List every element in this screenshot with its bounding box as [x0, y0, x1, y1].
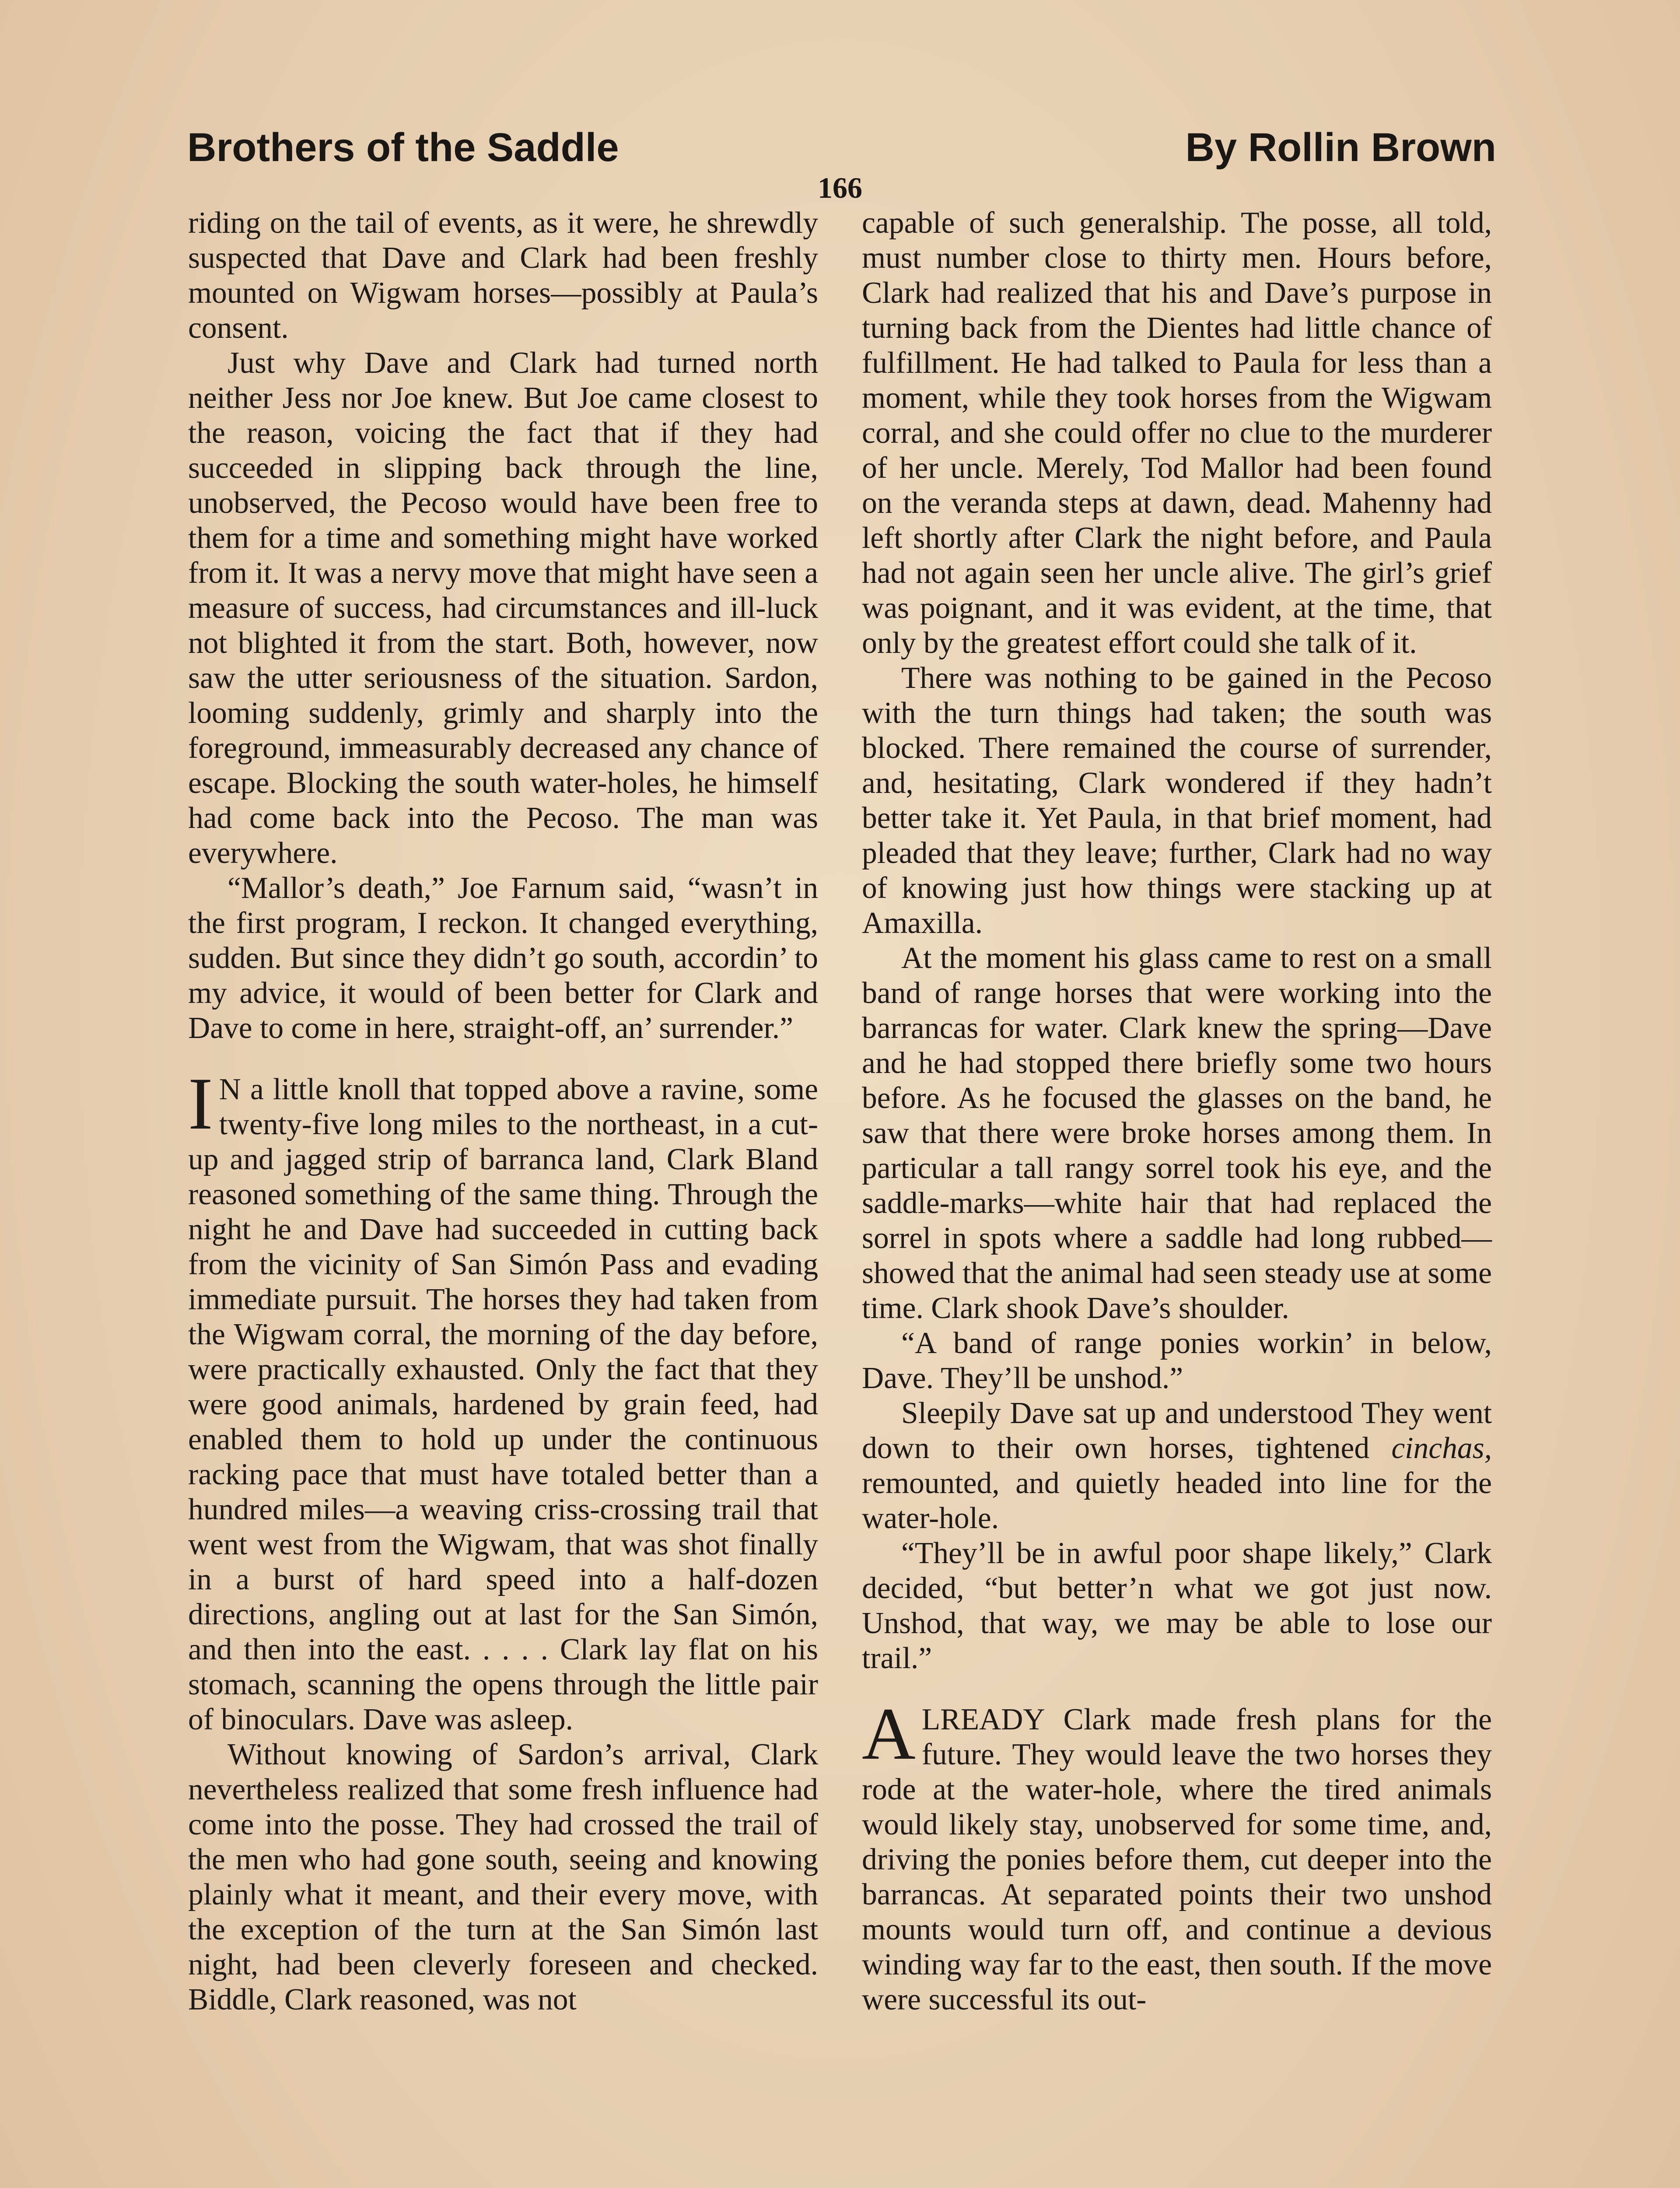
paragraph: [862, 1396, 1492, 1536]
section-paragraph: [188, 1062, 818, 1737]
paragraph: “Mallor’s death,” Joe Farnum said, “wasn’t in the first program, I reckon. It changed everything, sudden. But since they didn’t go south, accordin’ to my advice, it would of been better for Clark and Dave to come in here, straight-off, an’ surrender.”: [188, 871, 818, 1045]
italic-word: cinchas,: [1391, 1431, 1492, 1465]
paragraph-text: Sleepily Dave sat up and understood They went down to their own horses, tightened: [862, 1396, 1492, 1465]
paragraph: “A band of range ponies workin’ in below, Dave. They’ll be unshod.”: [862, 1326, 1492, 1395]
paragraph: Without knowing of Sardon’s arrival, Clark nevertheless realized that some fresh influence had come into the posse. They had crossed the trail of the men who had gone south, seeing and knowing plainly what it meant, and their every move, with the exception of the turn at the San Simón last night, had been cleverly foreseen and checked. Biddle, Clark reasoned, was not: [188, 1738, 818, 2016]
paragraph-text: remounted, and quietly headed into line for the water-hole.: [862, 1466, 1492, 1535]
paragraph-text: N a little knoll that topped above a ravine, some twenty-five long miles to the northeast, in a cut-up and jagged strip of barranca land, Clark Bland reasoned something of the same thing. Through the night he and Dave had succeeded in cutting back from the vicinity of San Simón Pass and evading immediate pursuit. The horses they had taken from the Wigwam corral, the morning of the day before, were practically exhausted. Only the fact that they were good animals, hardened by grain feed, had enabled them to hold up under the continuous racking pace that must have totaled better than a hundred miles—a weaving criss-crossing trail that went west from the Wigwam, that was shot finally in a burst of hard speed into a half-dozen directions, angling out at last for the San Simón, and then into the east. . . . . Clark lay flat on his stomach, scanning the opens through the little pair of binoculars. Dave was asleep.: [188, 1073, 818, 1736]
section-paragraph: [862, 1693, 1492, 2017]
paragraph: At the moment his glass came to rest on a small band of range horses that were working into the barrancas for water. Clark knew the spring—Dave and he had stopped there briefly some two hours before. As he focused the glasses on the band, he saw that there were broke horses among them. In particular a tall rangy sorrel took his eye, and the saddle-marks—white hair that had replaced the sorrel in spots where a saddle had long rubbed—showed that the animal had seen steady use at some time. Clark shook Dave’s shoulder.: [862, 941, 1492, 1325]
page-number: 166: [818, 171, 862, 204]
drop-cap: A: [862, 1693, 916, 1775]
running-title: Brothers of the Saddle: [187, 125, 619, 170]
paragraph: There was nothing to be gained in the Pecoso with the turn things had taken; the south was blocked. There remained the course of surrender, and, hesitating, Clark wondered if they hadn’t better take it. Yet Paula, in that brief moment, had pleaded that they leave; further, Clark had no way of knowing just how things were stacking up at Amaxilla.: [862, 661, 1492, 940]
running-author: By Rollin Brown: [1185, 125, 1496, 170]
paragraph: Just why Dave and Clark had turned north neither Jess nor Joe knew. But Joe came closest to the reason, voicing the fact that if they had succeeded in slipping back through the line, unobserved, the Pecoso would have been free to them for a time and something might have worked from it. It was a nervy move that might have seen a measure of success, had circumstances and ill-luck not blighted it from the start. Both, however, now saw the utter seriousness of the situation. Sardon, looming suddenly, grimly and sharply into the foreground, immeasurably decreased any chance of escape. Blocking the south water-holes, he himself had come back into the Pecoso. The man was everywhere.: [188, 346, 818, 870]
right-column: [862, 206, 1492, 2017]
left-column: [188, 206, 818, 2017]
paragraph-text: LREADY Clark made fresh plans for the future. They would leave the two horses they rode at the water-hole, where the tired animals would likely stay, unobserved for some time, and, driving the ponies before them, cut deeper into the barrancas. At separated points their two unshod mounts would turn off, and continue a devious winding way far to the east, then south. If the move were successful its out-: [862, 1703, 1492, 2016]
paragraph: capable of such generalship. The posse, all told, must number close to thirty men. Hours before, Clark had realized that his and Dave’s purpose in turning back from the Dientes had little chance of fulfillment. He had talked to Paula for less than a moment, while they took horses from the Wigwam corral, and she could offer no clue to the murderer of her uncle. Merely, Tod Mallor had been found on the veranda steps at dawn, dead. Mahenny had left shortly after Clark the night before, and Paula had not again seen her uncle alive. The girl’s grief was poignant, and it was evident, at the time, that only by the greatest effort could she talk of it.: [862, 206, 1492, 660]
paragraph: “They’ll be in awful poor shape likely,” Clark decided, “but better’n what we got just now. Unshod, that way, we may be able to lose our trail.”: [862, 1536, 1492, 1675]
paragraph: riding on the tail of events, as it were, he shrewdly suspected that Dave and Clark had been freshly mounted on Wigwam horses—possibly at Paula’s consent.: [188, 206, 818, 345]
drop-cap: I: [188, 1062, 213, 1145]
